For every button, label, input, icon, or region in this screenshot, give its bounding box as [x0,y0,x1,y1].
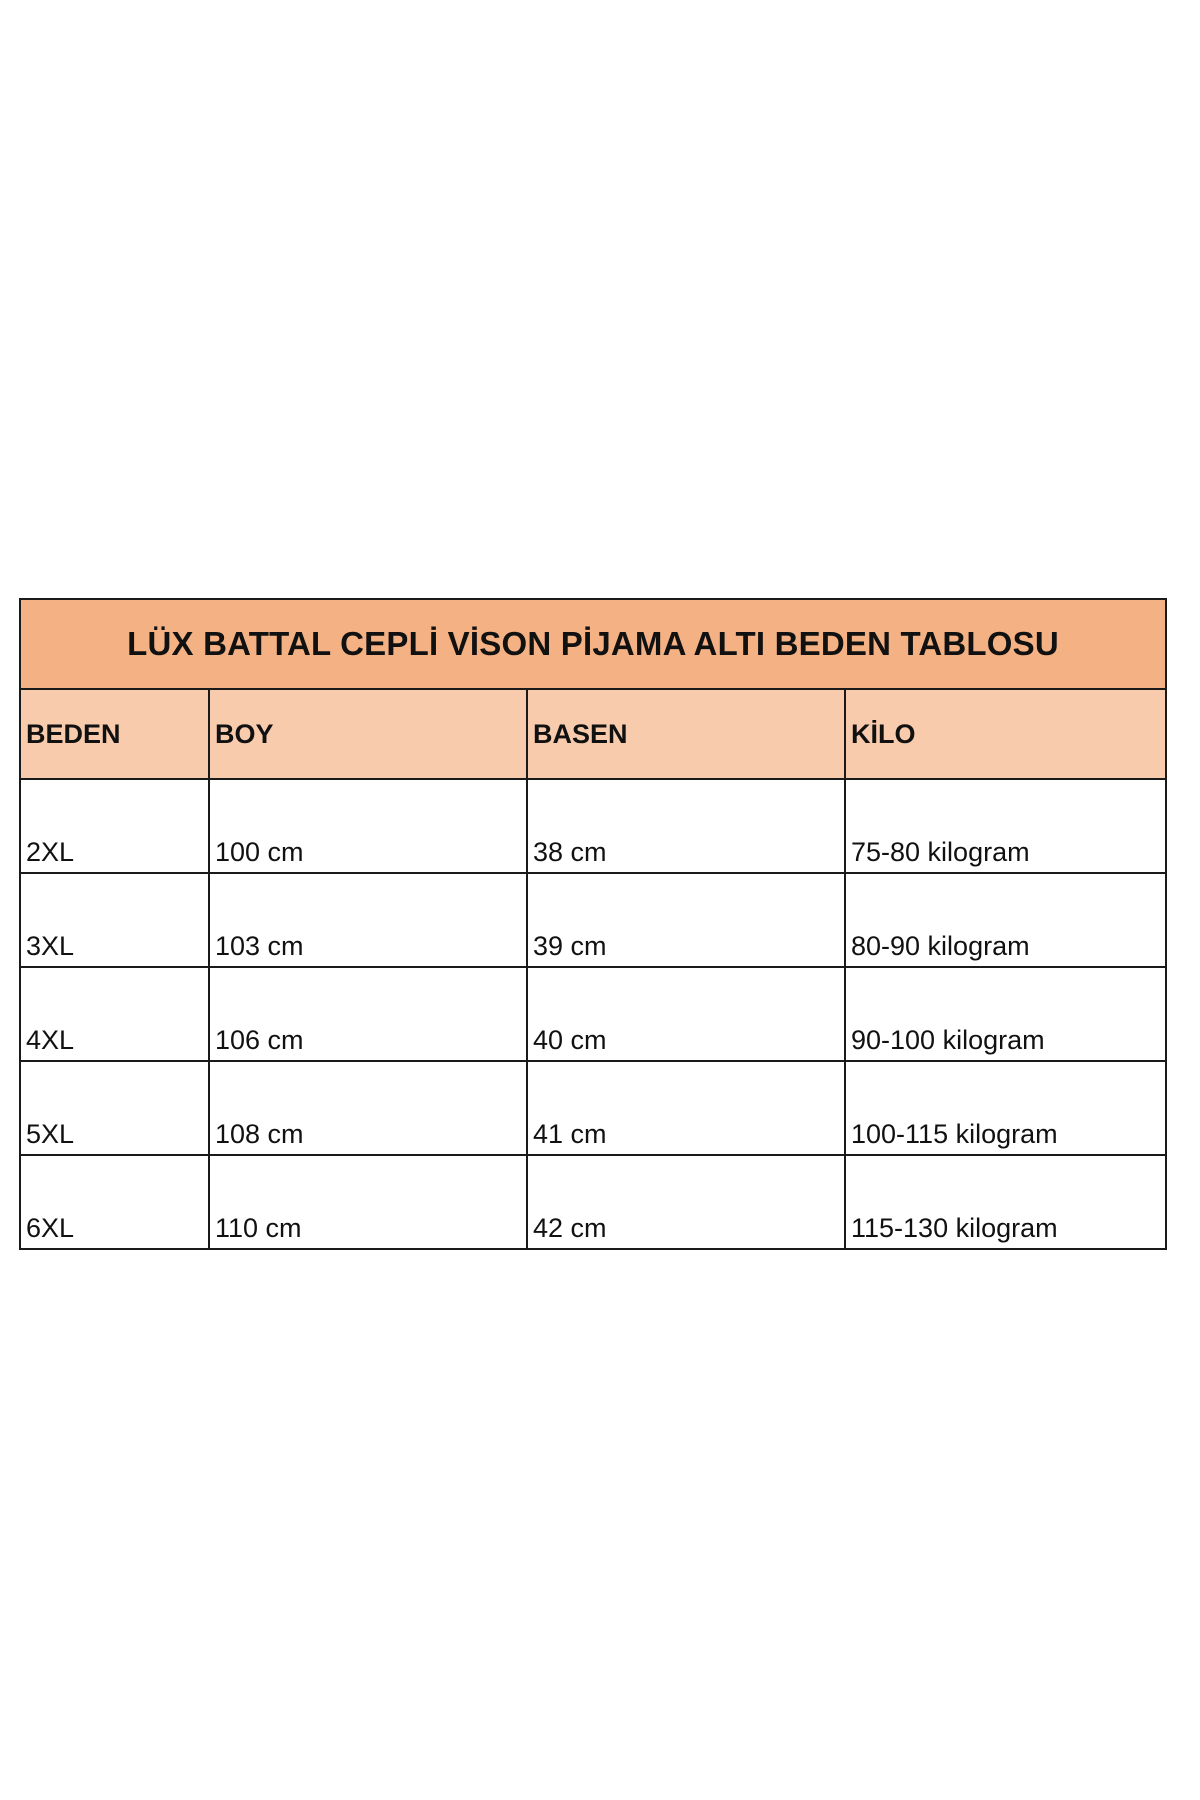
cell-hip: 41 cm [527,1061,845,1155]
header-row [20,689,1166,779]
title-row [20,599,1166,689]
cell-hip: 38 cm [527,779,845,873]
cell-size: 2XL [20,779,209,873]
header-boy: BOY [209,689,527,779]
cell-size: 3XL [20,873,209,967]
cell-weight: 90-100 kilogram [845,967,1166,1061]
size-chart-table [19,598,1167,1250]
header-beden: BEDEN [20,689,209,779]
cell-hip: 42 cm [527,1155,845,1249]
cell-hip: 39 cm [527,873,845,967]
cell-length: 108 cm [209,1061,527,1155]
table-row [20,1061,1166,1155]
cell-length: 100 cm [209,779,527,873]
cell-weight: 115-130 kilogram [845,1155,1166,1249]
cell-length: 106 cm [209,967,527,1061]
table-row [20,873,1166,967]
cell-hip: 40 cm [527,967,845,1061]
cell-length: 110 cm [209,1155,527,1249]
header-kilo: KİLO [845,689,1166,779]
table-row [20,779,1166,873]
cell-size: 6XL [20,1155,209,1249]
cell-length: 103 cm [209,873,527,967]
cell-weight: 75-80 kilogram [845,779,1166,873]
cell-weight: 80-90 kilogram [845,873,1166,967]
cell-size: 5XL [20,1061,209,1155]
header-basen: BASEN [527,689,845,779]
cell-size: 4XL [20,967,209,1061]
table-title: LÜX BATTAL CEPLİ VİSON PİJAMA ALTI BEDEN TABLOSU [20,599,1166,689]
table-row [20,1155,1166,1249]
cell-weight: 100-115 kilogram [845,1061,1166,1155]
table-row [20,967,1166,1061]
